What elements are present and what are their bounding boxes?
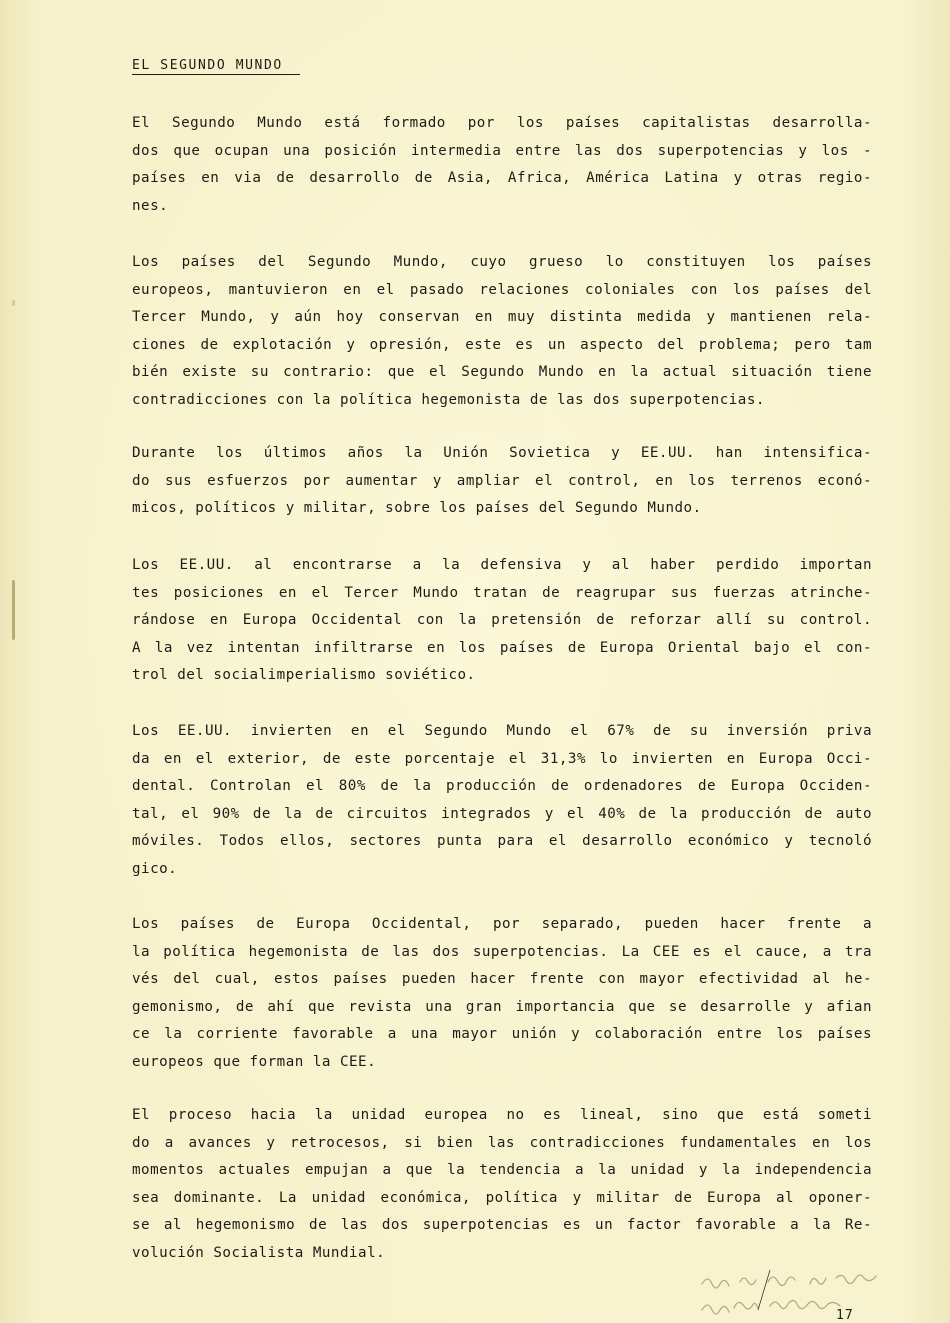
text-line: rándose en Europa Occidental con la pretensión de reforzar allí su control. [132, 612, 872, 628]
text-line: la política hegemonista de las dos superpotencias. La CEE es el cauce, a tra [132, 943, 872, 960]
text-line: móviles. Todos ellos, sectores punta para el desarrollo económico y tecnoló [132, 833, 872, 849]
text-line: do a avances y retrocesos, si bien las contradicciones fundamentales en los [132, 1134, 872, 1151]
text-line: momentos actuales empujan a que la tendencia a la unidad y la independencia [132, 1162, 872, 1178]
text-line: Tercer Mundo, y aún hoy conservan en muy distinta medida y mantienen rela- [132, 309, 872, 325]
text-line: sea dominante. La unidad económica, política y militar de Europa al oponer- [132, 1189, 872, 1206]
text-line: Los EE.UU. al encontrarse a la defensiva y al haber perdido importan [132, 557, 872, 573]
binding-mark [12, 580, 15, 640]
text-line: ce la corriente favorable a una mayor unión y colaboración entre los países [132, 1026, 872, 1042]
text-line: gico. [132, 860, 178, 877]
text-line: europeos que forman la CEE. [132, 1053, 377, 1070]
paragraph-3 [132, 440, 872, 523]
text-line: se al hegemonismo de las dos superpotencias es un factor favorable a la Re- [132, 1217, 872, 1233]
text-line: da en el exterior, de este porcentaje el 31,3% lo invierten en Europa Occi- [132, 750, 872, 767]
text-line: El Segundo Mundo está formado por los países capitalistas desarrolla- [132, 115, 872, 131]
text-line: gemonismo, de ahí que revista una gran importancia que se desarrolle y afian [132, 998, 872, 1015]
paragraph-7 [132, 1102, 872, 1267]
paragraph-5 [132, 718, 872, 883]
text-line: Los países del Segundo Mundo, cuyo grueso lo constituyen los países [132, 254, 872, 270]
text-line: Los países de Europa Occidental, por separado, pueden hacer frente a [132, 916, 872, 932]
handwritten-annotation [700, 1270, 930, 1320]
text-line: bién existe su contrario: que el Segundo Mundo en la actual situación tiene [132, 364, 872, 380]
text-line: El proceso hacia la unidad europea no es lineal, sino que está someti [132, 1107, 872, 1123]
text-line: ciones de explotación y opresión, este es un aspecto del problema; pero tam [132, 336, 872, 353]
text-line: países en via de desarrollo de Asia, Africa, América Latina y otras regio- [132, 170, 872, 186]
text-line: tal, el 90% de la de circuitos integrados y el 40% de la producción de auto [132, 805, 872, 822]
text-line: contradicciones con la política hegemonista de las dos superpotencias. [132, 391, 765, 408]
document-title: EL SEGUNDO MUNDO [132, 58, 300, 75]
paragraph-4 [132, 552, 872, 690]
text-line: Los EE.UU. invierten en el Segundo Mundo el 67% de su inversión priva [132, 723, 872, 739]
text-line: trol del socialimperialismo soviético. [132, 667, 476, 683]
text-line: tes posiciones en el Tercer Mundo tratan de reagrupar sus fuerzas atrinche- [132, 584, 872, 601]
text-line: vés del cual, estos países pueden hacer frente con mayor efectividad al he- [132, 971, 872, 987]
text-line: europeos, mantuvieron en el pasado relaciones coloniales con los países del [132, 281, 872, 298]
text-line: Durante los últimos años la Unión Sovietica y EE.UU. han intensifica- [132, 445, 872, 461]
binding-mark [12, 300, 15, 306]
text-line: do sus esfuerzos por aumentar y ampliar el control, en los terrenos econó- [132, 472, 872, 489]
paragraph-6 [132, 911, 872, 1076]
text-line: dos que ocupan una posición intermedia entre las dos superpotencias y los - [132, 142, 872, 159]
text-line: volución Socialista Mundial. [132, 1244, 386, 1261]
page-number: 17 [836, 1308, 854, 1323]
text-line: micos, políticos y militar, sobre los países del Segundo Mundo. [132, 500, 702, 516]
text-line: A la vez intentan infiltrarse en los países de Europa Oriental bajo el con- [132, 639, 872, 656]
paragraph-1 [132, 110, 872, 220]
text-line: dental. Controlan el 80% de la producción de ordenadores de Europa Occiden- [132, 778, 872, 794]
paragraph-2 [132, 249, 872, 414]
text-line: nes. [132, 197, 169, 214]
